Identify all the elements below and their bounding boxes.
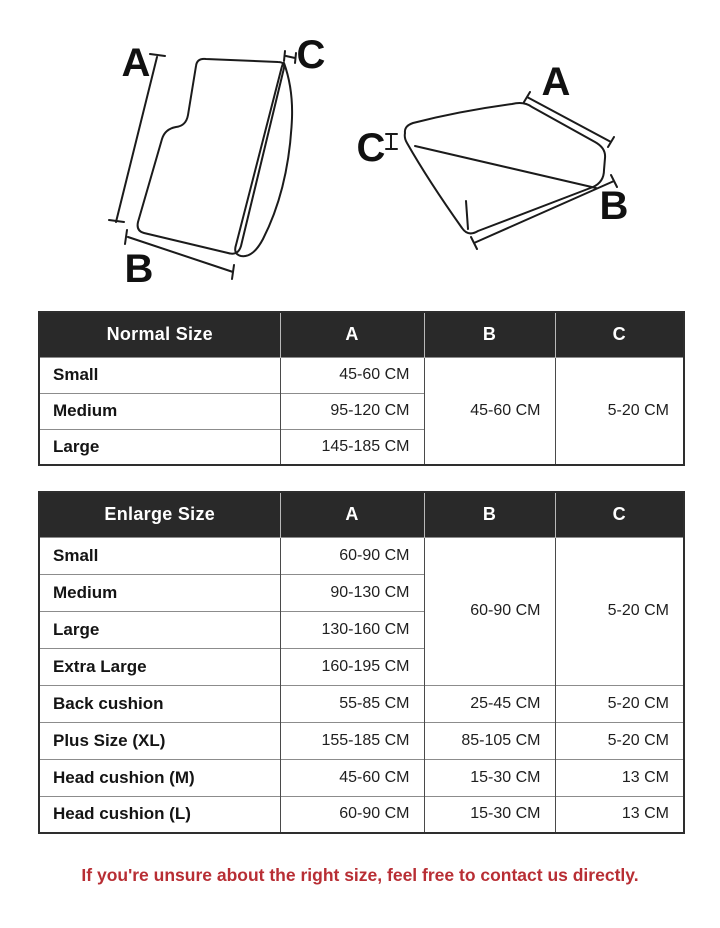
dim-a-value: 90-130 CM bbox=[280, 574, 424, 611]
seat-cover-seam bbox=[415, 146, 596, 188]
back-cover-label-a: A bbox=[121, 41, 151, 85]
seat-cover-label-a: A bbox=[541, 60, 571, 104]
dim-c-value: 5-20 CM bbox=[555, 722, 684, 759]
dim-a-value: 60-90 CM bbox=[280, 537, 424, 574]
table-row bbox=[39, 722, 684, 759]
table-header-row bbox=[39, 492, 684, 537]
back-cover-outline bbox=[138, 59, 285, 254]
seat-cover-label-c: C bbox=[356, 126, 386, 170]
dim-a-value: 45-60 CM bbox=[280, 357, 424, 393]
dim-c-value: 13 CM bbox=[555, 759, 684, 796]
dim-a-value: 145-185 CM bbox=[280, 429, 424, 465]
back-cover-label-c: C bbox=[296, 33, 326, 77]
dim-b-merged-value: 45-60 CM bbox=[424, 357, 555, 465]
back-cover-label-b: B bbox=[124, 247, 154, 291]
dim-c-value: 13 CM bbox=[555, 796, 684, 833]
contact-note: If you're unsure about the right size, feel free to contact us directly. bbox=[81, 865, 639, 885]
seat-cover-label-b: B bbox=[599, 184, 629, 228]
dim-a-value: 55-85 CM bbox=[280, 685, 424, 722]
back-cover-side-panel bbox=[235, 63, 292, 256]
column-header-c: C bbox=[555, 492, 684, 537]
dim-a-value: 45-60 CM bbox=[280, 759, 424, 796]
back-cover-diagram bbox=[109, 33, 325, 291]
dim-a-value: 95-120 CM bbox=[280, 393, 424, 429]
size-name: Large bbox=[39, 611, 280, 648]
size-name: Head cushion (L) bbox=[39, 796, 280, 833]
dim-b-value: 85-105 CM bbox=[424, 722, 555, 759]
dim-a-value: 60-90 CM bbox=[280, 796, 424, 833]
dim-a-value: 155-185 CM bbox=[280, 722, 424, 759]
size-name: Medium bbox=[39, 574, 280, 611]
dim-c-merged-value: 5-20 CM bbox=[555, 537, 684, 685]
size-name: Back cushion bbox=[39, 685, 280, 722]
table-row bbox=[39, 685, 684, 722]
table-row bbox=[39, 357, 684, 393]
size-name: Small bbox=[39, 357, 280, 393]
seat-cover-diagram bbox=[357, 60, 629, 249]
dim-line-c-icon bbox=[284, 51, 296, 63]
column-header-b: B bbox=[424, 312, 555, 357]
size-name: Small bbox=[39, 537, 280, 574]
seat-cover-front-edge bbox=[466, 201, 468, 229]
dim-b-merged-value: 60-90 CM bbox=[424, 537, 555, 685]
normal-size-table bbox=[38, 311, 685, 466]
dim-a-value: 130-160 CM bbox=[280, 611, 424, 648]
table-row bbox=[39, 537, 684, 574]
table-header-row bbox=[39, 312, 684, 357]
column-header-c: C bbox=[555, 312, 684, 357]
size-name: Medium bbox=[39, 393, 280, 429]
size-name: Head cushion (M) bbox=[39, 759, 280, 796]
dim-b-value: 15-30 CM bbox=[424, 759, 555, 796]
table-row bbox=[39, 759, 684, 796]
dim-c-merged-value: 5-20 CM bbox=[555, 357, 684, 465]
column-header-a: A bbox=[280, 312, 424, 357]
dim-c-value: 5-20 CM bbox=[555, 685, 684, 722]
column-header-b: B bbox=[424, 492, 555, 537]
size-name: Extra Large bbox=[39, 648, 280, 685]
column-header-a: A bbox=[280, 492, 424, 537]
dim-line-c-icon bbox=[386, 134, 397, 149]
enlarge-size-table bbox=[38, 491, 685, 834]
dim-a-value: 160-195 CM bbox=[280, 648, 424, 685]
dim-b-value: 25-45 CM bbox=[424, 685, 555, 722]
measurement-diagrams bbox=[0, 0, 720, 300]
table-row bbox=[39, 796, 684, 833]
size-name: Large bbox=[39, 429, 280, 465]
table-title: Normal Size bbox=[39, 312, 280, 357]
table-title: Enlarge Size bbox=[39, 492, 280, 537]
dim-b-value: 15-30 CM bbox=[424, 796, 555, 833]
size-name: Plus Size (XL) bbox=[39, 722, 280, 759]
